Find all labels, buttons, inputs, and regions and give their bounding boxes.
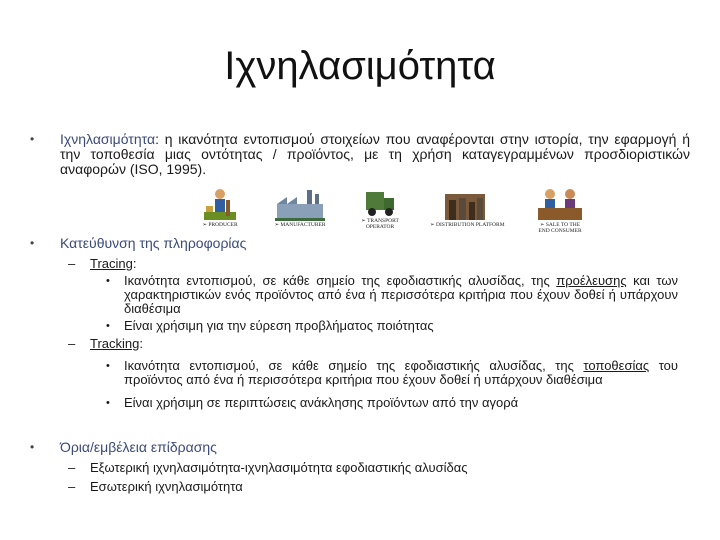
truck-icon	[362, 186, 398, 218]
tracing-label: Tracing	[90, 256, 133, 271]
scope-heading: Όρια/εμβέλεια επίδρασης	[60, 439, 217, 455]
producer-label: PRODUCER	[208, 222, 238, 228]
tracing-point-2	[106, 319, 678, 333]
producer-node	[185, 186, 255, 238]
tracing-item	[68, 257, 688, 271]
scope-item-external	[68, 461, 688, 475]
tracking-colon: :	[139, 336, 143, 351]
bullet-dot: •	[30, 236, 35, 250]
manufacturer-node	[265, 186, 335, 238]
tracing-point-1-after: και των χαρακτηριστικών ενός προϊόντος από ένα ή περισσότερα κριτήρια που έχουν δοθεί ή υπάρχουν διαθέσιμα	[124, 273, 678, 316]
sale-label-line2: END CONSUMER	[538, 228, 582, 234]
transport-label-line1: TRANSPORT	[367, 218, 399, 224]
warehouse-icon	[443, 186, 487, 222]
shop-counter-icon	[536, 186, 584, 222]
definition-bullet	[30, 132, 690, 177]
tracking-point-1-link: τοποθεσίας	[583, 358, 650, 373]
bullet-dot: •	[30, 440, 35, 454]
bullet-dot: •	[30, 132, 35, 146]
transport-node	[345, 186, 415, 238]
tracking-label: Tracking	[90, 336, 140, 351]
arrow-glyph: ➢	[539, 222, 545, 228]
arrow-glyph: ➢	[430, 222, 435, 228]
tracing-point-1-link: προέλευσης	[556, 273, 627, 288]
tracking-point-2	[106, 396, 678, 410]
page-title: Ιχνηλασιμότητα	[224, 44, 496, 88]
bullet-dot: •	[106, 360, 110, 372]
bullet-dot: •	[106, 320, 110, 332]
supply-chain-illustration	[185, 186, 595, 238]
direction-heading: Κατεύθυνση της πληροφορίας	[60, 235, 247, 251]
dash-glyph: –	[68, 336, 76, 351]
tracking-point-1	[106, 359, 678, 387]
tracking-item	[68, 337, 688, 351]
bullet-dot: •	[106, 275, 110, 287]
direction-bullet	[30, 236, 690, 251]
tracing-point-1-before: Ικανότητα εντοπισμού, σε κάθε σημείο της εφοδιαστικής αλυσίδας, της	[124, 273, 557, 288]
scope-item-internal	[68, 480, 688, 494]
scope-bullet	[30, 440, 690, 455]
tracing-colon: :	[132, 256, 137, 271]
arrow-glyph: ➢	[274, 222, 280, 228]
dash-glyph: –	[68, 256, 76, 271]
scope-item-external-text: Εξωτερική ιχνηλασιμότητα-ιχνηλασιμότητα εφοδιαστικής αλυσίδας	[90, 460, 468, 475]
definition-term: Ιχνηλασιμότητα	[60, 131, 156, 147]
tracking-point-1-before: Ικανότητα εντοπισμού, σε κάθε σημείο της εφοδιαστικής αλυσίδας, της	[124, 358, 584, 373]
dash-glyph: –	[68, 460, 76, 475]
dash-glyph: –	[68, 479, 76, 494]
sale-label-line1: SALE TO THE	[545, 222, 581, 228]
manufacturer-label: MANUFACTURER	[280, 222, 326, 228]
factory-icon	[273, 186, 327, 222]
arrow-glyph: ➢	[361, 218, 366, 224]
sale-node	[525, 186, 595, 238]
tracing-point-2-text: Είναι χρήσιμη για την εύρεση προβλήματος ποιότητας	[124, 318, 434, 333]
transport-label-line2: OPERATOR	[365, 224, 395, 230]
definition-body: : η ικανότητα εντοπισμού στοιχείων που αναφέρονται στην ιστορία, την εφαρμογή ή την τοποθεσία μιας οντότητας / προϊόντος, με τη χρήση καταγεγραμμένων προσδιοριστικών αναφορών (ISO, 1995).	[60, 131, 690, 177]
arrow-glyph: ➢	[202, 222, 207, 228]
definition-text	[60, 132, 690, 177]
tracking-point-1-after: του προϊόντος από ένα ή περισσότερα κριτήρια που έχουν δοθεί ή υπάρχουν διαθέσιμα	[124, 358, 678, 387]
distribution-node	[430, 186, 505, 238]
scope-item-internal-text: Εσωτερική ιχνηλασιμότητα	[90, 479, 243, 494]
bullet-dot: •	[106, 397, 110, 409]
farmer-icon	[200, 186, 240, 222]
distribution-label: DISTRIBUTION PLATFORM	[435, 222, 505, 228]
tracking-point-2-text: Είναι χρήσιμη σε περιπτώσεις ανάκλησης προϊόντων από την αγορά	[124, 395, 519, 410]
tracing-point-1	[106, 274, 678, 316]
